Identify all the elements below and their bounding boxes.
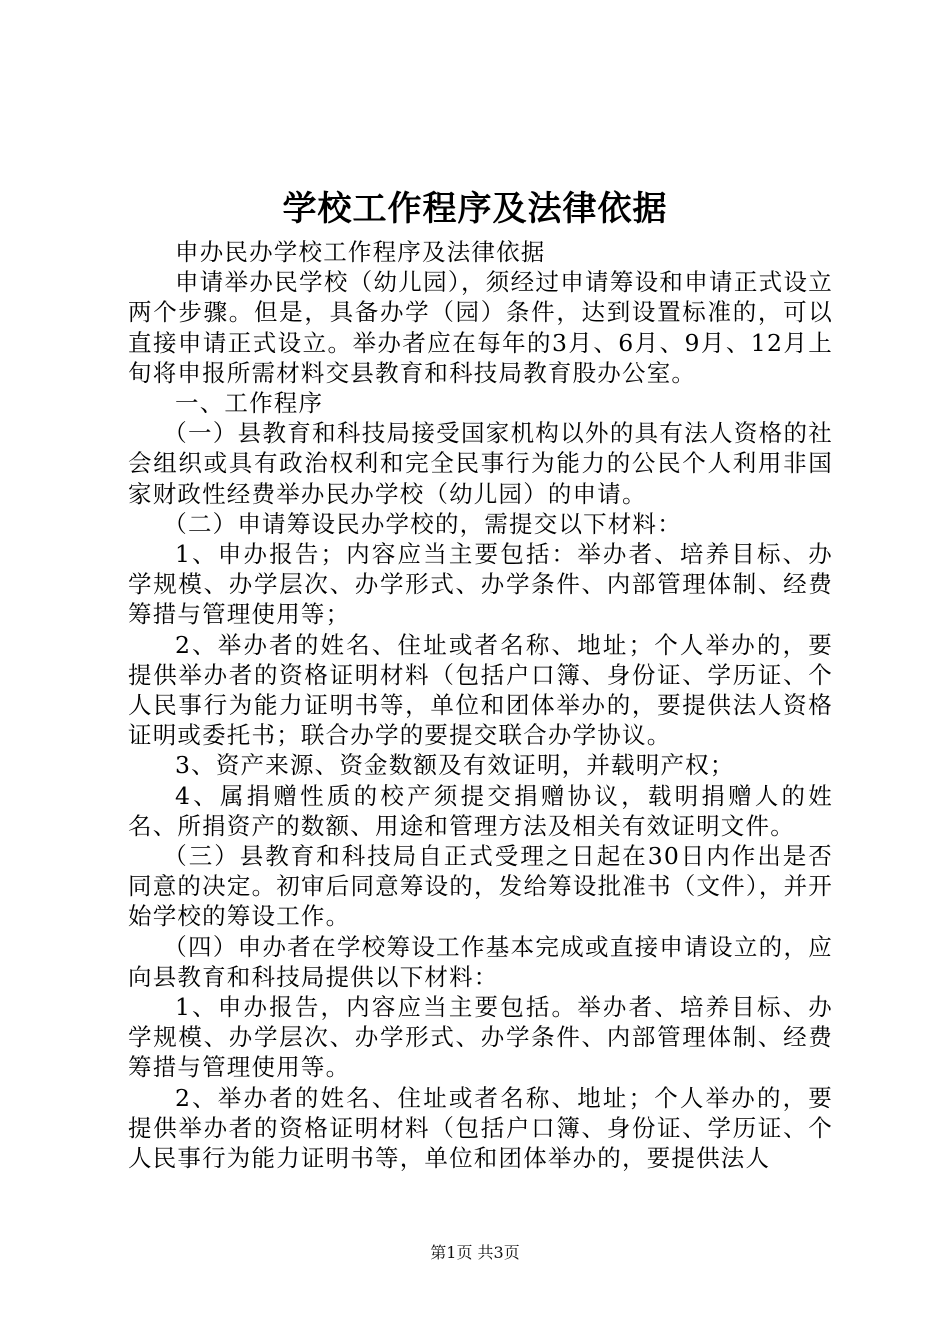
paragraph: 1、申办报告，内容应当主要包括。举办者、培养目标、办学规模、办学层次、办学形式、办学条件、内部管理体制、经费筹措与管理使用等。 [128, 993, 833, 1082]
paragraph: （一）县教育和科技局接受国家机构以外的具有法人资格的社会组织或具有政治权利和完全民事行为能力的公民个人利用非国家财政性经费举办民办学校（幼儿园）的申请。 [128, 419, 833, 508]
paragraph: 4、属捐赠性质的校产须提交捐赠协议，载明捐赠人的姓名、所捐资产的数额、用途和管理方法及相关有效证明文件。 [128, 781, 833, 840]
document-title: 学校工作程序及法律依据 [282, 189, 668, 229]
paragraph: 申请举办民学校（幼儿园），须经过申请筹设和申请正式设立两个步骤。但是，具备办学（园）条件，达到设置标准的，可以直接申请正式设立。举办者应在每年的3月、6月、9月、12月上旬将申报所需材料交县教育和科技局教育股办公室。 [128, 268, 833, 387]
paragraph: （三）县教育和科技局自正式受理之日起在30日内作出是否同意的决定。初审后同意筹设的，发给筹设批准书（文件），并开始学校的筹设工作。 [128, 842, 833, 931]
page-footer: 第1页 共3页 [430, 1243, 520, 1262]
paragraph: 3、资产来源、资金数额及有效证明，并载明产权； [175, 751, 735, 780]
paragraph: 1、申办报告；内容应当主要包括：举办者、培养目标、办学规模、办学层次、办学形式、办学条件、内部管理体制、经费筹措与管理使用等； [128, 540, 833, 629]
paragraph: （二）申请筹设民办学校的，需提交以下材料： [163, 509, 682, 538]
document-body [128, 237, 833, 1173]
paragraph: （四）申办者在学校筹设工作基本完成或直接申请设立的，应向县教育和科技局提供以下材料： [128, 932, 833, 991]
paragraph: 2、举办者的姓名、住址或者名称、地址；个人举办的，要提供举办者的资格证明材料（包括户口簿、身份证、学历证、个人民事行为能力证明书等，单位和团体举办的，要提供法人资格证明或委托书；联合办学的要提交联合办学协议。 [128, 630, 833, 750]
paragraph: 一、工作程序 [175, 389, 324, 418]
paragraph: 2、举办者的姓名、住址或者名称、地址；个人举办的，要提供举办者的资格证明材料（包括户口簿、身份证、学历证、个人民事行为能力证明书等，单位和团体举办的，要提供法人 [128, 1083, 833, 1173]
paragraph: 申办民办学校工作程序及法律依据 [175, 238, 546, 266]
